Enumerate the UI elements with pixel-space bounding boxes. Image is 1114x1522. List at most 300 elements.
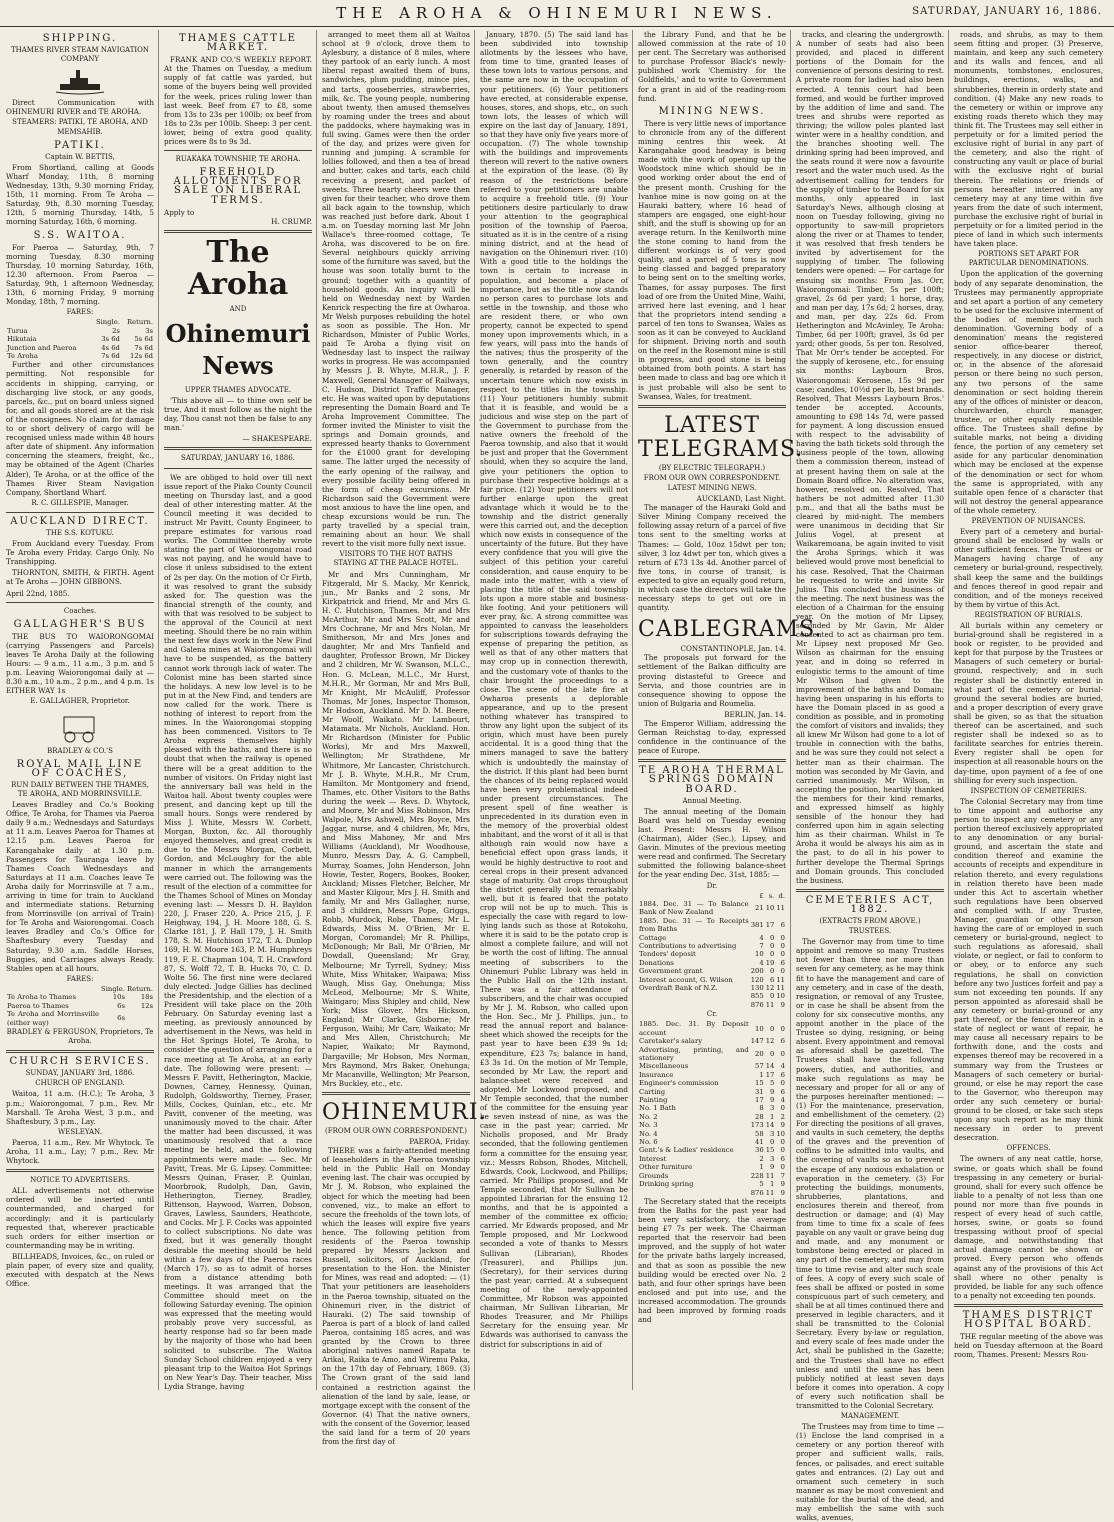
table-row (638, 1146, 786, 1154)
column-7 (952, 30, 1107, 1390)
table-row (638, 1096, 786, 1104)
table-cell: 0 (770, 992, 775, 1001)
table-cell: Insurance (639, 1070, 674, 1079)
cablegrams-heading: CABLEGRAMS. (638, 617, 823, 643)
table-row (638, 1104, 786, 1112)
mining-heading: MINING NEWS. (658, 105, 766, 117)
table-row (638, 1062, 786, 1070)
hospital-text: THE regular meeting of the above was held on Tuesday afternoon at the Board room, Thames. Present: Messrs Rou- (954, 1332, 1103, 1360)
table-cell: 855 (750, 992, 764, 1001)
waitoa-heading: S.S. WAITOA. (33, 229, 127, 241)
table-cell: 5 (759, 1180, 764, 1189)
table-cell: 10 (776, 992, 785, 1001)
table-cell: 6 (780, 1037, 785, 1046)
visitors-heading: VISITORS TO THE HOT BATHS STAYING AT THE PALACE HOTEL. (333, 550, 459, 568)
table-cell: 15 (765, 1146, 775, 1155)
table-cell: 31 (755, 1087, 764, 1096)
table-cell: Te Aroha and Morrinsville (either way) (7, 1010, 100, 1027)
petition-text: THERE was a fairly-attended meeting of leaseholders in the Paeroa township held in the Public Hall on Monday evening last. The chair was occupied by Mr J. M. Robson, who explained the object for which the meeting had been convened, viz., to make an effort to secure the freeholds of the town lots, of which the leases will expire five years hence. The following petition from residents of the Paeroa township prepared by Messrs Jackson and Russell, solicitors, of Auckland, for presentation to the Hon. the Minister for Mines, was read and adopted: — (1) That your petitioners are leaseholders in the Paeroa township, situated on the Ohinemuri river, in the district of Hauraki. (2) The said township of Paeroa is part of a block of land called Paeroa, containing 185 acres, and was granted by the Crown to three aboriginal natives named Rapata te Arikai, Raika te Amo, and Wiremu Paka, on the 17th day of February, 1869. (3) The Crown grant of the said land contained a restriction against the alienation of the land by sale, lease, or mortgage except with the consent of the Governor. (4) That the native owners, with the consent of the Governor, leased the said land for a term of 20 years from the first day of (322, 1146, 470, 1447)
telegrams-correspondent: FROM OUR OWN CORRESPONDENT. (643, 473, 781, 482)
ruakaka-heading: RUAKAKA TOWNSHIP, TE AROHA. (175, 155, 301, 164)
table-row (638, 992, 786, 1000)
table-row (638, 1172, 786, 1180)
table-cell: 4s 6d (101, 343, 120, 352)
table-cell: Carting (639, 1087, 666, 1096)
table-cell: 4 (759, 933, 764, 942)
table-cell: 130 (750, 984, 764, 993)
columns (4, 30, 1110, 1522)
table-cell: 4 (780, 1096, 785, 1105)
coaches-heading: Coaches. (63, 606, 97, 615)
divider (164, 150, 312, 151)
table-cell: 17 (765, 1070, 775, 1079)
table-cell: 12s 6d (130, 351, 153, 360)
gallagher-text: THE BUS TO WAIORONGOMAI (carrying Passengers and Parcels) leaves Te Aroha Daily at the following Hours: — 9 a.m., 11 a.m., 3 p.m. and 5 p.m. Leaving Waiorongomai daily at — 8.30 a.m., 10 a.m., 2 p.m., and 4 p.m. 1s EITHER WAY 1s (6, 631, 154, 696)
burials-heading: REGISTRATION OF BURIALS. (974, 610, 1083, 619)
table-cell (126, 1010, 154, 1027)
column-6 (794, 30, 949, 1522)
table-cell: 0 (780, 1049, 785, 1058)
correspondent-line: (FROM OUR OWN CORRESPONDENT.) (325, 1126, 467, 1135)
divider (638, 759, 786, 762)
ohinemuri-heading: OHINEMURI. (322, 1099, 487, 1125)
table-cell: 0 (770, 1138, 775, 1147)
table-cell: 6 (780, 958, 785, 967)
table-cell: 20 (755, 1049, 764, 1058)
gallagher-heading: GALLAGHER'S BUS (13, 618, 147, 630)
table-row (638, 1020, 786, 1037)
shipping-conditions: Further and other circumstances permitting. Not responsible for accidents in shipping, carrying, or discharging live stock, or any goods, parcels, &c., put on board unless signed for, and all goods stored are at the risk of the consignees. No claim for damage to or short delivery of cargo will be recognised unless made within 48 hours after date of shipment. Any information concerning the steamers, freight, &c., may be obtained of the Agent (Charles Alder), Te Aroha, or at the office of the Thames River Steam Navigation Company, Shortland Wharf. (6, 360, 154, 497)
table-cell: 6s (117, 1014, 125, 1023)
table-cell: Grounds (639, 1171, 669, 1180)
table-cell: 28 (755, 1112, 764, 1121)
table-cell: Government grant (639, 967, 703, 976)
bradley-heading: BRADLEY & CO.'S (47, 746, 113, 755)
table-cell: 0 (780, 1138, 785, 1147)
issue-date: SATURDAY, JANUARY 16, 1886. (181, 454, 295, 463)
table-cell: 11 (765, 1188, 775, 1197)
steamship-icon (56, 66, 104, 96)
table-cell: 2 (780, 1112, 785, 1121)
table-cell: 0 (780, 1163, 785, 1172)
motto-source: — SHAKESPEARE. (242, 434, 312, 444)
company-name: THAMES RIVER STEAM NAVIGATION COMPANY (10, 46, 150, 64)
table-cell: d. (778, 891, 785, 900)
table-cell: 120 (750, 975, 764, 984)
table-cell: 10 (776, 1129, 785, 1138)
table-cell: 18s (140, 993, 153, 1002)
table-row (6, 344, 154, 352)
notice-heading: NOTICE TO ADVERTISERS. (30, 1176, 130, 1185)
fares-col: Single. (95, 318, 120, 327)
table-cell (638, 1001, 750, 1009)
table-cell (638, 1189, 750, 1197)
lmn-dateline: AUCKLAND, Last Night. (696, 494, 786, 504)
table-cell: 11 (776, 984, 785, 993)
nuisances-text: Every part of a cemetery and burial-ground shall be enclosed by walls or other sufficient fences. The Trustees or Managers having charge of any cemetery or burial-ground, respectively, shall keep the same and the buildings and fences thereof in good repair and condition, and of the moneys received by them by virtue of this Act. (954, 527, 1103, 609)
divider (6, 1050, 154, 1053)
divider (322, 1092, 470, 1095)
table-row (638, 1180, 786, 1188)
fares-col: Single. (101, 984, 125, 993)
table-cell: 7s 6d (134, 343, 153, 352)
table-row (638, 950, 786, 958)
table-cell: Painting (639, 1096, 668, 1105)
dateline: PAEROA, Friday. (409, 1136, 470, 1146)
table-cell: No. 1 Bath (639, 1104, 676, 1113)
table-cell: 6 (780, 1087, 785, 1096)
table-cell: 14 (765, 1062, 775, 1071)
table-cell: 0 (770, 1049, 775, 1058)
table-row (638, 1163, 786, 1171)
divider (796, 889, 944, 892)
table-row (638, 942, 786, 950)
table-cell: 5 (770, 1079, 775, 1088)
dr-heading: Dr. (706, 881, 718, 890)
kotuku-heading: THE S.S. KOTUKU. (46, 528, 114, 537)
waitoa-schedule: For Paeroa — Saturday, 9th, 7 morning Tuesday, 8.30 morning Thursday, 10 morning Saturday, 16th, 12.30 afternoon. From Paeroa — Saturday, 9th, 1 afternoon Wednesday, 13th, 6 morning Friday, 9 morning Monday, 18th, 7 morning. (6, 242, 154, 307)
trustees-text: The Governor may from time to time appoint and remove so many Trustees not fewer than three nor more than seven for any cemetery, as he may think fit to have the management and care of any cemetery, and in case of the death, resignation, or removal of any Trustee, or in case he shall be absent from the colony for six consecutive months, any appoint another in the place of the Trustee so dying, resigning, or being absent. Every appointment and removal as aforesaid shall be gazetted. The Trustees shall have the following powers, duties, and authorities, and make such regulations as may be necessary and proper for all or any of the purposes hereinafter mentioned: — (1) For the maintenance, preservation, and embellishment of the cemetery. (2) For directing the positions of all graves, and vaults in such cemetery, the depths of the graves and the prevention of coffins to be admitted into vaults, and the covering of vaults so as to prevent the escape of any noxious exhalation or evaporation in the cemetery. (3) For protecting the buildings, monuments, shrubberies, plantations, and enclosures therein and thereof, from destruction or damage; and (4) May from time to time fix a scale of fees payable on any vault or grave being dug and made, and any monument or tombstone being erected or placed in any part of the cemetery, and may from time to time revise and alter such scale of fees. A copy of every such scale of fees shall be affixed or posted in some conspicuous part of such cemetery, and shall be at all times continued there and preserved in legible characters, and it shall be transmitted to the Colonial Secretary. Every by-law or regulation, and every scale of fees made under the Act, shall be published in the Gazette; and the Trustees shall have no effect unless and until the same has been publicly notified at least seven days before it comes into operation. A copy of every such notification shall be transmitted to the Colonial Secretary. (796, 937, 944, 1410)
kotuku-agent: THORNTON, SMITH, & FIRTH. Agent at Te Aroha — JOHN GIBBONS. (6, 568, 154, 587)
fares-col (6, 985, 100, 993)
table-cell: 0 (770, 1024, 775, 1033)
portions-heading: PORTIONS SET APART FOR PARTICULAR DENOMINATIONS. (968, 250, 1089, 268)
table-cell: No. 6 (639, 1138, 658, 1147)
paper-title-2: Ohinemuri News (165, 318, 311, 380)
table-cell: 12 (765, 1037, 775, 1046)
fares-heading: FARES: (66, 308, 94, 317)
table-cell: 15 (755, 1079, 764, 1088)
column-3 (320, 30, 487, 1447)
coach-icon (58, 709, 102, 745)
coe-heading: CHURCH OF ENGLAND. (35, 1079, 125, 1088)
table-cell: Junction and Paeroa (7, 343, 77, 352)
table-cell: 11 (776, 904, 785, 913)
table-cell: Te Aroha to Thames (7, 993, 76, 1002)
table-cell: 9 (770, 1096, 775, 1105)
petition-continued: January, 1870. (5) The said land has been subdivided into township allotments by the lessees who have, from time to time, granted leases of these town lots to various persons, and the same are now in the occupation of your petitioners. (6) Your petitioners have erected, at considerable expense, houses, stores, and shops, etc., on such town lots, the leases of which will expire on the last day of January, 1891, so that they have only five years more of occupation. (7) The whole township with the buildings and improvements thereon will revert to the native owners at the expiration of the lease. (8) By reason of the restrictions before referred to your petitioners are unable to acquire a freehold title. (9) Your petitioners desire particularly to draw your attention to the geographical position of the township of Paeroa, situated as it is in the centre of a rising mining district, and at the head of navigation on the Ohinemuri river. (10) With a good title to the holdings the town is certain to increase in population, and become a place of importance, but as the title now stands no person cares to purchase lots and settle in the township, and those who are resident there, or who own property, cannot be expected to spend money upon improvements which, in a few years, will pass into the hands of the natives; thus the prosperity of the town generally, and the country generally, is retarded by reason of the uncertain tenure which now exists in respect to the titles in the township. (11) Your petitioners humbly submit that it is feasible, and would be a judicious and wise step on the part of the Government to purchase from the native owners the freehold of the Paeroa township, and also that it would be just and proper that the Government should, when they so acquire the land, give your petitioners the option to purchase their respective holdings at a fair price. (12) Your petitioners will not further enlarge upon the great advantage which it would be to the township and the district generally were this carried out, and the deception which now exists in consequence of the uncertainty of the future. But they have every confidence that you will give the subject of this petition your careful consideration, and cause enquiry to be made into the matter, with a view of placing the title of the said township lots upon a more stable and business-like footing. And your petitioners will ever pray, &c. A strong committee was appointed to canvass the leaseholders for subscriptions towards defraying the expense of preparing the petition, as well as that of any other matters that may crop up in connection therewith, and the customary vote of thanks to the chair brought the proceedings to a close. The scene of the late fire at Owharoa presents a deplorable appearance, and up to the present nothing whatever has transpired to throw any light upon the subject of its origin, which must have been purely accidental. It is a good thing that the miners managed to save the battery which is undoubtedly the mainstay of the district. If this plant had been burnt the chances of its being replaced would have been very problematical indeed under present circumstances. The present spell of fine weather is unprecedented in its duration even in the memory of the proverbial oldest inhabitant, and the worst of it all is that although rain would now have a beneficial effect upon grass lands, it would be highly destructive to root and cereal crops in their present advanced stage of maturity. Oat crops throughout the district generally look remarkably well, but it is feared that the potato crop will not be up to much. This is especially the case with regard to low-lying lands such as those at Rotokohu, where it is said to be the potato crop is almost a complete failure, and will not be worth the cost of lifting. The annual meeting of subscribers to the Ohinemuri Public Library was held in the Public Hall on the 12th instant. There was a fair attendance of subscribers, and the chair was occupied by Mr J. M. Robson, who called upon the Hon. Sec., Mr J. Phillips, jun., to read the annual report and balance-sheet which showed the receipts for the past year to have been £39 9s 1d; expenditure, £23 7s; balance in hand, £3 3s 1d. On the motion of Mr Temple, seconded by Mr Law, the report and balance-sheet were received and adopted. Mr Lockwood proposed, and Mr Temple seconded, that the number of the committee for the ensuing year be seven instead of nine, as was the case in the past year; carried. Mr Nicholls proposed, and Mr Brady seconded, that the following gentlemen form a committee for the ensuing year, viz.: Messrs Robson, Rhodes, Mitchell, Edwards, Cook, Lockwood, and Phillips; carried. Mr Phillips proposed, and Mr Temple seconded, that Mr Sullivan be appointed Librarian for the ensuing 12 months, and that he is appointed a member of the committee ex officio; carried. Mr Edwards proposed, and Mr Temple proposed, and Mr Lockwood seconded a vote of thanks to Messrs Sullivan (Librarian), Rhodes (Treasurer), and Phillips jun. (Secretary), for their services during the past year; carried. At a subsequent meeting of the newly-appointed Committee, Mr Robson was appointed chairman, Mr Sullivan Librarian, Mr Rhodes Treasurer, and Mr Phillips Secretary for the ensuing year. Mr Edwards was authorised to canvass the district for subscriptions in aid of (480, 30, 629, 1349)
table-cell: No. 3 (639, 1121, 658, 1130)
cattle-text: FRANK AND CO.'S WEEKLY REPORT. At the Thames on Tuesday, a medium supply of fat cattle was yarded, but some of the buyers being well provided for the week, prices ruling lower than last week. Beef from £7 to £8, some from 13s to 23s per 100lb; ox beef from 18s to 23s per 100lb. Sheep: 3 per cent. lower, being of extra good quality, prices were 8s to 9s 3d. (164, 55, 312, 147)
table-cell: 0 (770, 967, 775, 976)
coe-text: Waitoa, 11 a.m. (H.C.); Te Aroha, 3 p.m.; Waiorongomai, 7 p.m., Rev. Mr Marshall. Te Aroha West, 3 p.m., and Shaftesbury, 3 p.m., Lay. (6, 1089, 154, 1126)
telegrams-sub: (BY ELECTRIC TELEGRAPH.) (658, 463, 766, 472)
masthead (0, 0, 1114, 27)
trustees-heading: TRUSTEES. (848, 927, 892, 936)
bradley-proprietors: BRADLEY & FERGUSON, Proprietors, Te Aroha. (6, 1027, 154, 1046)
table-cell: 0 (780, 942, 785, 951)
table-cell: £ (759, 891, 764, 900)
mining-text: There is very little news of importance to chronicle from any of the different mining centres this week. At Karangahake good headway is being made with the work of opening up the Woodstock mine which should be in good working order about the end of the present month. Crushing for the Ivanhoe mine is now going on at the Hauraki battery, where 16 head of stampers are engaged, one eight-hour shift, and the stuff is showing up for an average return. In the Kenilworth mine the stone coming to hand from the different workings is of very good quality, and a parcel of 5 tons is now being classed and bagged preparatory to being sent on to the smelting works, Thames, for assay purposes. The first load of ore from the United Mine, Waihi, arrived here last evening, and I hear that the proprietors intend sending a parcel of ten tons to Swansea, Wales as soon as it can be conveyed to Auckland for shipment. Driving north and south on the reef in the Rosemont mine is still in progress, and good stone is being obtained from both points. A start has been made to class and bag ore which it is just probable will also be sent to Swansea, Wales, for treatment. (638, 118, 786, 401)
table-cell: 2 (759, 1154, 764, 1163)
table-cell: 381 (750, 921, 764, 930)
table-cell: Engineer's commission (639, 1079, 719, 1088)
table-cell: 10 (755, 950, 764, 959)
table-cell: 57 (755, 1062, 764, 1071)
table-cell: Tenders' deposit (639, 950, 696, 959)
table-cell: Cottage (639, 933, 667, 942)
royal-mail-text: Leaves Bradley and Co.'s Booking Office, Te Aroha, for Thames via Paeroa daily 9 a.m.; Wednesdays and Saturdays at 11 a.m. Leaves Paeroa for Thames at 12.15 p.m. Leaves Paeroa for Karangahake daily at 1.30 p.m. Passengers for Tauranga leave by Thames Coach Wednesdays and Saturdays at 11 a.m. Coaches leave Te Aroha daily for Morrinsville at 7 a.m., arriving in time for train to Auckland and intermediate stations. Returning from Morrinsville (on arrival of Train) for Te Aroha and Waiorongomai. Coach leaves Bradley and Co.'s Office for Shaftesbury every Tuesday and Saturday, 9.30 a.m. Saddle Horses, Buggies, and Carriages always Ready. Stables open at all hours. (6, 800, 154, 973)
table-cell: 9 (780, 1188, 785, 1197)
divider (164, 468, 312, 469)
visitors-list: Mr and Mrs Cunningham, Mr Fitzgerald, Mr S. Macky, Mr Kenrick, jun., Mr Banks and 2 sons, Mr Kirkpatrick and friend, Mr and Mrs G. H. C. Hutchison, Thames. Mr and Mrs McArthur, Mr and Mrs Scott, Mr and Mrs Cochrane, Mr and Mrs Nolan, Mr Smitherson, Mr and Mrs Jones and daughter, Mr and Mrs Tanfield and daughter, Professor Brown, Mr Dickey and 2 children, Mr W. Swanson, M.L.C., Hon. G. McLean, M.L.C., Mr Hurst, M.H.R., Mr Gorman, Mr and Mrs Bull, Mr Knight, Mr McAuliff, Professor Thomas, Mr Jones, Inspector Thomson, Mr Hodson, Auckland. Mr D. M. Beere, Mr Woolf, Waikato. Mr Lambourt, Matamata. Mr Nichols, Auckland. Hon. Mr Richardson (Minister for Public Works), Mr and Mrs Maxwell, Wellington; Mr Strathdene, Mr Whitmore, Mr Lancaster, Christchurch. Mr J. B. Whyte, M.H.R., Mr Crum, Hamilton. Mr Montgomery and friend, Thames, etc. Other Visitors to the Baths during the week — Revs. D. Whytock, and Moore, Mr and Miss Robinson, Mrs Walpole, Mrs Ashwell, Mrs Boyce, Mrs Jaggar, nurse, and 4 children, Mr, Mrs, and Miss Mahoney, Mr and Mrs Williams (Auckland), Mr Woodhouse, Munro, Messrs Day, A. G. Campbell, Murray, Soames, John Henderson, John Howie, Tester, Rogers, Bookes, Booker, Auckland; Misses Fletcher, Belcher, Mr and Master Kilgour, Mrs J. H. Smith and family, Mr and Mrs Gallagher, nurse, and 3 children, Messrs Pope, Griggs, Robb, Murdock, Robe, Thames; Mr L. Edwards, Miss M. O'Brien, Mr E. Morgan, Coromandel; Mr R. Phillips, McDonough; Mr Ball, Mr O'Brien, Mr Dowdall, Queensland; Mr Gray, Melbourne; Mr Tyrrell, Sydney; Miss White, Miss Whitaker, Waipawa; Miss Waugh, Miss Gay, Onehunga; Miss McLeod, Melbourne; Mr S. White, Waingaro; Miss Shipley and child, New York; Miss Glover, Mrs Hickson, England; Mr Clarke, Gisborne; Mr Ferguson, Waihi; Mr Carr, Waikato; Mr and Mrs Allen, Christchurch; Mr Napier, Waikato; Mr Raymond, Dargaville; Mr Hobson, Mrs Norman, Mrs Raymond, Mrs Baker, Onehunga; Mr Macanville, Wellington; Mr Pearson, Mrs Buckley, etc., etc. (322, 569, 470, 1088)
wesleyan-text: Paeroa, 11 a.m., Rev. Mr Whytock. Te Aroha, 11 a.m., Lay; 7 p.m., Rev. Mr Whytock. (6, 1137, 154, 1166)
table-cell: 21 (755, 904, 764, 913)
table-cell: 36 (755, 1146, 764, 1155)
table-cell: 9 (780, 1180, 785, 1189)
table-cell: 1885. Dec. 31. By Deposit account (639, 1020, 749, 1037)
lmn-text: The manager of the Hauraki Gold and Silver Mining Company received the following assay return of a parcel of five tons sent to the smelting works at Thames: — Gold, 10oz 15dwt per ton; silver, 3 loz 4dwt per ton, which gives a return of £73 13s 4d. Another parcel of five tons, in course of transit, is expected to give an equally good return, in which case the directors will take the necessary steps to get out ore in quantity. (638, 503, 786, 613)
annual-meeting: Annual Meeting. (682, 796, 742, 805)
table-cell: 0 (780, 1024, 785, 1033)
table-cell: 12 (765, 984, 775, 993)
table-cell: 5s 6d (134, 335, 153, 344)
offences-text: The owners of any neat cattle, horse, swine, or goats which shall be found trespassing in any cemetery or burial-ground, shall for every such offence be liable to a penalty of not less than one pound nor more than five pounds in respect of every head of such cattle, horses, swine, or goats so found trespassing without proof of special damage, and notwithstanding that actual damage cannot be shown or proved. Every person who offends against any of the provisions of this Act shall where no other penalty is provided, be liable for any such offence to a penalty not exceeding ten pounds. (954, 1154, 1103, 1300)
table-cell: 7s 6d (101, 351, 120, 360)
table-cell: Other furniture (639, 1163, 693, 1172)
auckland-heading: AUCKLAND DIRECT. (10, 515, 150, 527)
masthead-title: THE AROHA & OHINEMURI NEWS. (336, 4, 778, 22)
offences-heading: OFFENCES. (1006, 1144, 1051, 1153)
freehold-heading: FREEHOLD ALLOTMENTS FOR SALE ON LIBERAL TERMS. (173, 167, 303, 206)
table-cell: Caretaker's salary (639, 1037, 703, 1046)
table-cell: 228 (750, 1171, 764, 1180)
fares-col: Return. (126, 318, 153, 327)
column-5 (636, 30, 823, 1390)
table-cell: 2s (112, 326, 120, 335)
table-cell: 6s (117, 1001, 125, 1010)
table-cell: 147 (750, 1037, 764, 1046)
table-cell: 3 (770, 1154, 775, 1163)
cemeteries-heading: CEMETERIES ACT, 1882. (805, 894, 935, 915)
table-cell: Miscellaneous (639, 1062, 689, 1071)
table-row (638, 1088, 786, 1096)
divider (6, 512, 154, 513)
table-cell: 4 (759, 958, 764, 967)
table-cell: 200 (750, 967, 764, 976)
table-cell: 10s (112, 993, 125, 1002)
library-text: the Library Fund, and that he be allowed commission at the rate of 10 per cent. The Secretary was authorised to purchase Professor Black's newly-published work 'Chemistry for the Goldfields,' and to write to Government for a grant in aid of the reading-room fund. (638, 30, 786, 103)
table-cell: 3 (770, 1129, 775, 1138)
table-cell: 3 (770, 1104, 775, 1113)
billheads-text: BILLHEADS, Invoices, &c., on ruled or plain paper, of every size and quality, executed with despatch at the News Office. (6, 1251, 154, 1289)
table-cell: 6 (770, 975, 775, 984)
table-cell: 6 (780, 921, 785, 930)
table-row (638, 1001, 786, 1009)
table-cell: Te Aroha (7, 351, 38, 360)
table-row (6, 327, 154, 335)
balance-sheet-dr (638, 892, 786, 1010)
table-cell: 11 (776, 975, 785, 984)
table-row (638, 1130, 786, 1138)
fares-col: Return. (126, 984, 153, 993)
table-row (638, 1079, 786, 1087)
table-row (638, 1113, 786, 1121)
table-cell: Overdraft Bank of N.Z. (639, 984, 718, 993)
divider (164, 230, 312, 233)
table-cell: 12s (140, 1001, 153, 1010)
table-cell: 0 (770, 942, 775, 951)
table-cell: 17 (765, 921, 775, 930)
column-2 (162, 30, 317, 1390)
apply-text: Apply to (164, 207, 195, 217)
secretary-text: The Secretary stated that the receipts from the Baths for the past year had been very satisfactory, the average being £7 7s per week. The Chairman reported that the reservoir had been improved, and the supply of hot water for the private baths largely increased, and that as soon as possible the new building would be erected over No. 2 bath, and four other springs have been enclosed and put into use, and the increased accommodation. The grounds had been improved by forming roads and (638, 1196, 786, 1325)
telegrams-heading: LATEST TELEGRAMS. (638, 412, 804, 462)
table-cell: Advertising, printing, and stationery (639, 1045, 749, 1062)
table-row (6, 993, 154, 1001)
table-cell: 10 (765, 904, 775, 913)
cable2-dateline: BERLIN, Jan. 14. (724, 709, 786, 719)
table-cell (638, 892, 750, 900)
table-row (638, 1121, 786, 1129)
table-row (638, 1037, 786, 1045)
shipping-heading: SHIPPING. (42, 33, 118, 44)
cemetery-text: roads, and shrubs, as may to them seem fitting and proper. (3) Preserve, maintain, and keep any such cemetery and its walls and fences, and all monuments, tombstones, enclosures, buildings, erections, walks, and shrubberies, therein in orderly state and condition. (4) Make any new roads to the cemetery or within or improve any existing roads thereto which they may think fit. The Trustees may sell either in perpetuity or for a limited period the exclusive right of burial in any part of the cemetery, and also the right of constructing any vault or place of burial with the exclusive right of burial therein. The relations or friends of persons hereafter interred in any cemetery may at any time within five years from the date of such interment, purchase the exclusive right of burial in perpetuity or for a limited period in the piece of land in which such interments have taken place. (954, 30, 1103, 249)
table-cell: 6 (780, 1154, 785, 1163)
table-cell: 4 (780, 1062, 785, 1071)
hospital-heading: THAMES DISTRICT HOSPITAL BOARD. (962, 1309, 1095, 1331)
table-row (638, 917, 786, 934)
balance-sheet-cr (638, 1020, 786, 1197)
table-row (638, 967, 786, 975)
table-row (638, 984, 786, 992)
table-cell: 1884. Dec. 31 — To Balance Bank of New Zealand (639, 900, 749, 917)
gallagher-proprietor: E. GALLAGHER, Proprietor. (30, 697, 130, 706)
paper-subtitle: UPPER THAMES ADVOCATE. (184, 385, 292, 394)
table-cell (638, 992, 750, 1000)
captain-name: Captain W. BETTIS, (45, 152, 115, 161)
table-row (638, 892, 786, 900)
table-cell: 3s (145, 326, 153, 335)
table-cell: 9 (770, 1163, 775, 1172)
divider (6, 602, 154, 603)
table-cell: No. 4 (639, 1129, 658, 1138)
table-cell: 0 (780, 1146, 785, 1155)
paper-title-1: The Aroha (187, 234, 289, 302)
table-cell: 0 (770, 950, 775, 959)
kotuku-text: From Auckland every Tuesday. From Te Aroha every Friday. Cargo Only. No Transhipping. (6, 539, 154, 567)
fares-table (6, 318, 154, 360)
coach-fares-table (6, 985, 154, 1027)
portions-text: Upon the application of the governing body of any separate denomination, the Trustees may permanently appropriate and set apart a portion of any cemetery to be used for the exclusive interment of the bodies of members of such denomination. 'Governing body of a denomination' means the registered senior office-bearer thereof, respectively, in any diocese or district, or, in the absence of the aforesaid person or there being no such person, any two persons of the same denomination or sect holding therein any of the offices of minister or deacon, churchwarden, church manager, trustee, or other equally responsible office. The Trustees shall define by suitable marks, not being a dividing fence, the portion of any cemetery set aside for any particular denomination which may be enclosed at the expense of the denomination or sect for whom the same is appropriated, with any suitable open fence of a character that will not destroy the general appearance of the whole cemetery. (954, 269, 1103, 515)
thermal-text: The annual meeting of the Domain Board was held on Tuesday evening last. Present: Messrs H. Wilson (Chairman), Alder (Sec.), Lipsey, and Gavin. Minutes of the previous meeting were read and confirmed. The Secretary submitted the following balance-sheet for the year ending Dec. 31st, 1885: — (638, 806, 787, 880)
fares-header-row (6, 318, 154, 326)
fares-col (6, 318, 90, 326)
table-cell: 14 (765, 1121, 775, 1130)
table-cell: 17 (755, 1096, 764, 1105)
cr-heading: Cr. (706, 1010, 718, 1019)
table-cell: 41 (755, 1138, 764, 1147)
table-cell: 1 (770, 1180, 775, 1189)
domain-report-text: tracks, and clearing the undergrowth. A number of seats had also been provided, and placed in different portions of the Domain for the convenience of persons desiring to rest. A private room for ladies had also been erected. A tennis court had been formed, and would be further improved by the addition of lime and sand. The trees and shrubs were reported as thriving; the willow poles planted last winter were in a healthy condition, and the branches shooting well. The drinking spring had been improved, and the seats round it were now a favourite resort and the water much used. As the advertisement calling for tenders for the supply of timber to the Board for six months, only appeared in last Saturday's News, although closing at noon on Tuesday following, giving no opportunity to saw-mill proprietors along the river or at Thames to tender, it was resolved that fresh tenders be invited by advertisement for the supplying of timber. The following tenders were opened: — For cartage for ensuing six months: From Jas. Orr, Waiorongomai: Timber, 5s per 100ft; gravel, 2s 6d per yard; 1 horse, dray, and man per day, 17s 6d; 2 horses, dray, and man, per day, 22s 6d. From Hetherington and McAvinley, Te Aroha: Timber, 6d per 100ft; gravel, 3s 6d per yard; other goods, 5s per ton. Resolved, That Mr Orr's tender be accepted. For the supply of kerosene, etc., for ensuing six months: Laybourn Bros, Waiorongomai: Kerosene, 15s 9d per case; candles, 10½d per lb, best brands. Resolved, That Messrs Laybourn Bros.' tender be accepted. Accounts, amounting to £98 14s 7d, were passed for payment. A long discussion ensued with respect to the advisability of having the bath tickets sold through the business people of the town, allowing them a commission thereon, instead of at present having them on sale at the Domain Board office. No alteration was, however, resolved on. Resolved, That bathers be not admitted after 11.30 p.m., and that all the baths must be cleared by mid-night. The members were unanimous in deciding that Sir Julius Vogel, at present at Waikaremoana, be again invited to visit the Aroha Springs, which it was believed would prove most beneficial to his case. Resolved, That the Chairman be requested to write and invite Sir Julius. This concluded the business of the meeting. The next business was the election of a Chairman for the ensuing year. On the motion of Mr Lipsey, seconded by Mr Gavin, Mr Alder consented to act as chairman pro tem. Mr Lipsey next proposed Mr Geo. Wilson as chairman for the ensuing year, and in doing so referred in eulogistic terms to the amount of time Mr Wilson had given to the improvement of the baths and Domain; having been unsparing in his efforts to have the Domain placed in as good a condition as possible, and in promoting the comfort of visitors and invalids; they all knew Mr Wilson had gone to a lot of trouble in connection with the baths, and he was sure they could not select a better man as their chairman. The motion was seconded by Mr Gavin, and carried unanimously. Mr Wilson, in accepting the position, heartily thanked the members for their kind remarks, and expressed himself as highly sensible of the honour they had conferred upon him in again selecting him as their chairman. Whilst in Te Aroha it would be always his aim as in the past, to do all in his power to further develope the Thermal Springs and Domain grounds. This concluded the business. (796, 30, 944, 885)
sailings-text: Direct Communication with OHINEMURI RIVER and TE AROHA. (6, 98, 154, 117)
inspection-heading: INSPECTION OF CEMETERIES. (970, 786, 1087, 795)
table-row (638, 976, 786, 984)
table-cell: s. (768, 891, 775, 900)
royal-mail-sub: RUN DAILY BETWEEN THE THAMES, TE AROHA, AND MORRINSVILLE. (11, 780, 149, 798)
column-4 (478, 30, 633, 1390)
cattle-heading: THAMES CATTLE MARKET. (179, 33, 297, 54)
table-row (638, 900, 786, 917)
inspection-text: The Colonial Secretary may from time to time appoint and authorise any person to inspect any cemetery or any portion thereof exclusively appropriated to any denomination or any burial-ground, and ascertain the state and condition thereof and examine the accounts of receipts and expenditure in relation thereto, and every regulations in relation thereto have been made under this Act to ascertain whether such regulations have been observed and complied with. If any Trustee, Manager, guardian or other person having the care of or employed in such cemetery or burial-ground, neglect to such regulations as aforesaid, shall violate, or neglect, or fail to conform to or obey, or to enforce any such regulations, he shall on conviction before any two Justices forfeit and pay a sum not exceeding ten pounds. If any person appointed as aforesaid shall be any cemetery or burial-ground or any part thereof, or the fences thereof in a state of neglect or want of repair, he may cause all necessary repairs to be forthwith done, and the costs and expenses thereof may be recovered in a summary way from the Trustees or Managers of such cemetery or burial-ground, or else he may report the case to the Governor, who thereupon may order any such cemetery or burial-ground to be closed, or take such steps upon any such report as he may think necessary in order to prevent desecration. (954, 796, 1103, 1143)
table-cell: 1 (770, 1112, 775, 1121)
table-cell: 19 (765, 958, 775, 967)
table-cell: 10 (755, 1024, 764, 1033)
manager-signature: R. C. GILLESPIE, Manager. (31, 498, 129, 507)
fares2-heading: FARES: (66, 974, 94, 983)
fares-header-row (6, 985, 154, 993)
table-row (6, 352, 154, 360)
table-cell: Contributions to advertising (639, 942, 737, 951)
table-cell: Drinking spring (639, 1180, 694, 1189)
table-cell: 1 (759, 1070, 764, 1079)
table-cell: Donations (639, 958, 674, 967)
editorial-text: We are obliged to hold over till next issue report of the Piako County Council meeting on Thursday last, and a good deal of other interesting matter. At the Council meeting it was decided to instruct Mr Pavitt, County Engineer, to prepare estimates for various road works. The Committee thereby wrote stating the part of Waiorongomai road was not paying, and he would have to close it unless subsidised to the extent of 2s per day. On the motion of Cr Firth, it was resolved to grant the subsidy asked for. The question was the financial strength of the county, and with that was resolved to be subject to the approval of the Council at next meeting. Should there be no rain within the next few days work in the New Find and Galena mines at Waiorongomai will have to be suspended, as the battery cannot work through lack of water. The Colonist mine has been started since the holidays. A new low level is to be put in at the New Find, and tenders are now called for the work. There is nothing of interest to report from the mines. In the Waiorongomai stopping has been commenced. Visitors to Te Aroha express themselves highly pleased with the baths, and there is no doubt that when the railway is opened there will be a great addition to the number of visitors. On Friday night last the anniversary ball was held in the Waitoa hall. About twenty couples were present, and dancing kept up till the small hours. Songs were rendered by Miss J. White, Messrs W. Corbett, Morgan, Buxton, &c. All thoroughly enjoyed themselves, and great credit is due to the Messrs Morgan, Corbett, Gordon, and McLoughry for the able manner in which the arrangements were carried out. The following was the result of the election of a committee for the Thames School of Mines on Monday evening last: — Messrs D. H. Bayldon 220, J. Fraser 220, A. Price 215, J. F. Heighway, 194, J. H. Moore 188, G. S. Clarke 181, J. P. Hall 179, J. H. Smith 178, S. M. Hutchison 172, T. A. Dunlop 169, H. W. Moore 163, P. M. Humphreys 119, F. E. Chapman 104, T. H. Crawford 87, S. Wolff 72, T. B. Hucks 70, C. D. Wolte 56. The first nine were declared duly elected. Judge Gillies has declined the Presidentship, and the election of a President will take place on the 20th February. On Saturday evening last a meeting, as previously announced by advertisement in the News, was held in the Hot Springs Hotel, Te Aroha, to consider the question of arranging for a race meeting at Te Aroha, at an early date. The following were present: — Messrs F. Pavitt, Hetherington, Mackie, Downes, Carney, Hennessy, Quinan, Rudolph, Goldsworthy, Tierney, Fraser, Mills, Cockes, Quinlan, etc., etc. Mr Pavitt, convener of the meeting, was unanimously moved to the chair. After the matter had been discussed, it was unanimously resolved that a race meeting be held, and the following appointments were made: — Sec. Mr Pavitt, Treas. Mr G. Lipsey. Committee: Messrs Quinan, Fraser, P. Quinlan, Moorbrook, Rudolph, Dan, Gavin, Hetherington, Tierney, Bradley, Rittenson, Haywood, Warren, Dobson, Graves, Lawless, Saunders, Heathcote, and Cocks. Mr J. F. Cocks was appointed to collect subscriptions. No date was fixed, but it was generally thought desirable the meeting should be held within a few days of the Paeroa races (March 17), so as to admit of horses from a distance attending both meetings. It was arranged that the Committee should meet on the following Saturday evening. The opinion was expressed that the meeting would probably prove very successful, as hearty response had so far been made by the majority of those who had been solicited to subscribe. The Waitoa Sunday School children enjoyed a very pleasant trip to the Waitoa Hot Springs on New Year's Day. Their teacher, Miss Lydia Strange, having (164, 472, 312, 1391)
table-row (6, 1002, 154, 1010)
burials-text: All burials within any cemetery or burial-ground shall be registered in a book or register, to be provided and kept for that purpose by the Trustees or Managers of such cemetery or burial-ground, respectively; and in such register shall be distinctly entered in what part of the cemetery or burial-ground the several bodies are buried, and a proper description of every grave shall be given, so as that the situation thereof can be ascertained, and such register shall be indexed so as to facilitate searches for entries therein. Every register shall be open for inspection at all reasonable hours on the day-time, upon payment of a fee of one shilling for every such inspection. (954, 621, 1103, 785)
table-cell: 9 (770, 1087, 775, 1096)
crump-name: H. CRUMP. (271, 216, 312, 226)
table-cell: 0 (780, 950, 785, 959)
table-cell: 0 (780, 1104, 785, 1113)
divider (954, 1304, 1103, 1307)
table-cell: Gent.'s & Ladies' residence (639, 1146, 734, 1155)
royal-mail-heading: ROYAL MAIL LINE OF COACHES, (16, 758, 144, 779)
table-row (6, 1010, 154, 1027)
kotuku-date: April 22nd, 1885. (6, 588, 70, 598)
church-date: SUNDAY, JANUARY 3rd, 1886. (25, 1069, 135, 1078)
management-heading: MANAGEMENT. (840, 1412, 900, 1421)
table-cell: 9 (780, 1000, 785, 1009)
table-cell: Interest (639, 1154, 667, 1163)
table-cell: 0 (780, 967, 785, 976)
patiki-schedule: From Shortland, calling at Goods Wharf Monday, 11th, 8 morning Wednesday, 13th, 9.30 morning Friday, 15th, 11 morning. From Te Aroha — Saturday, 9th, 8.30 morning Tuesday, 12th, 5 morning Thursday, 14th, 5 morning Saturday, 16th, 6 morning. (6, 162, 154, 227)
patiki-heading: PATIKI. (54, 139, 106, 151)
notice-text: ALL advertisements not otherwise ordered will be inserted until countermanded, and charged for accordingly; and it is particularly requested that, wherever practicable such orders for either insertion or countermanding may be in writing. (6, 1186, 154, 1250)
divider (6, 1169, 154, 1172)
table-cell: Turua (7, 326, 28, 335)
table-cell: 0 (780, 933, 785, 942)
cable1-text: The proposals put forward for the settlement of the Balkan difficulty are proving distasteful to Greece and Servia, and those countries are in consequence showing to oppose the union of Bulgaria and Roumelia. (638, 653, 786, 708)
table-row (638, 959, 786, 967)
church-heading: CHURCH SERVICES. (9, 1056, 151, 1068)
news-text: arranged to meet them all at Waitoa school at 9 o'clock, drove them to Aylesbury, a distance of 8 miles, where they partook of an early lunch. A most liberal repast awaited them of buns, sandwiches, plum pudding, mince pies, and tarts, gooseberries, strawberries, milk, &c. The young people, numbering about twenty, then amused themselves by roaming under the trees and about the paddocks, where haymaking was in full swing. Games were then the order of the day, and prizes were given for running and jumping. A scramble for lollies followed, and then a tea of bread and butter, cakes and tarts, each child receiving a present, and packet of sweets. Three hearty cheers were then given for their teacher, who drove them all back again to the township, which was reached just before dark. About 1 a.m. on Tuesday morning last Mr John Wallace's three-roomed cottage, Te Aroha, was discovered to be on fire. Several neighbours quickly arriving some of the furniture was saved, but the house was soon totally burnt to the ground; together with a quantity of household goods. An inquiry will be held on Wednesday next by Warden Kenrick respecting the fire at Owharoa. Mr Welsh purposes rebuilding the hotel as soon as possible. The Hon. Mr Richardson, Minister of Public Works, paid Te Aroha a flying visit on Wednesday last to inspect the railway works in progress. He was accompanied by Messrs J. B. Whyte, M.H.R., J. F. Maxwell, General Manager of Railways, C. Hudson, District Traffic Manager, etc. He was waited upon by deputations representing the Domain Board and Te Aroha Improvement Committee. The former invited the Minister to visit the springs and Domain grounds, and expressed hearty thanks to Government for the £1000 grant for developing same. The latter urged the necessity of the early opening of the railway, and every possible facility being offered in the form of cheap excursions. Mr Richardson said the Government were most anxious to have the line open, and cheap excursions would be run. The party travelled by a special train, remaining about an hour. We shall revert to the visit more fully next issue. (322, 30, 470, 549)
extracts-line: (EXTRACTS FROM ABOVE.) (819, 917, 921, 925)
motto: 'This above all — to thine own self be true, And it must follow as the night the day, Thou canst not then be false to any man.' (164, 395, 312, 433)
table-row (638, 1046, 786, 1063)
table-cell: 876 (750, 1188, 764, 1197)
table-cell: 8 (759, 1104, 764, 1113)
table-row (6, 335, 154, 343)
table-cell: 11 (765, 1000, 775, 1009)
nuisances-heading: PREVENTION OF NUISANCES. (971, 516, 1086, 525)
latest-mining-heading: LATEST MINING NEWS. (667, 483, 757, 492)
divider (638, 405, 786, 408)
table-cell: 0 (770, 933, 775, 942)
table-row (638, 934, 786, 942)
management-text: The Trustees may from time to time — (1) Enclose the land comprised in a cemetery or any portion thereof with proper and sufficient walls, rails, fences, or palisades, and erect suitable gates and entrances. (2) Lay out and ornament such cemetery in such manner as may be most convenient and suitable for the burial of the dead, and may embellish the same with such walks, avenues, (796, 1422, 944, 1522)
table-cell: No. 2 (639, 1112, 658, 1121)
table-cell: 58 (755, 1129, 764, 1138)
thermal-heading: TE AROHA THERMAL SPRINGS DOMAIN BOARD. (639, 765, 785, 795)
table-cell: 9 (780, 1121, 785, 1130)
table-cell: 173 (750, 1121, 764, 1130)
table-row (638, 1071, 786, 1079)
cable1-dateline: CONSTANTINOPLE, Jan. 14. (680, 644, 786, 654)
table-row (638, 1138, 786, 1146)
wesleyan-heading: WESLEYAN. (58, 1127, 102, 1136)
table-cell: Interest account, G. Wilson (639, 975, 733, 984)
